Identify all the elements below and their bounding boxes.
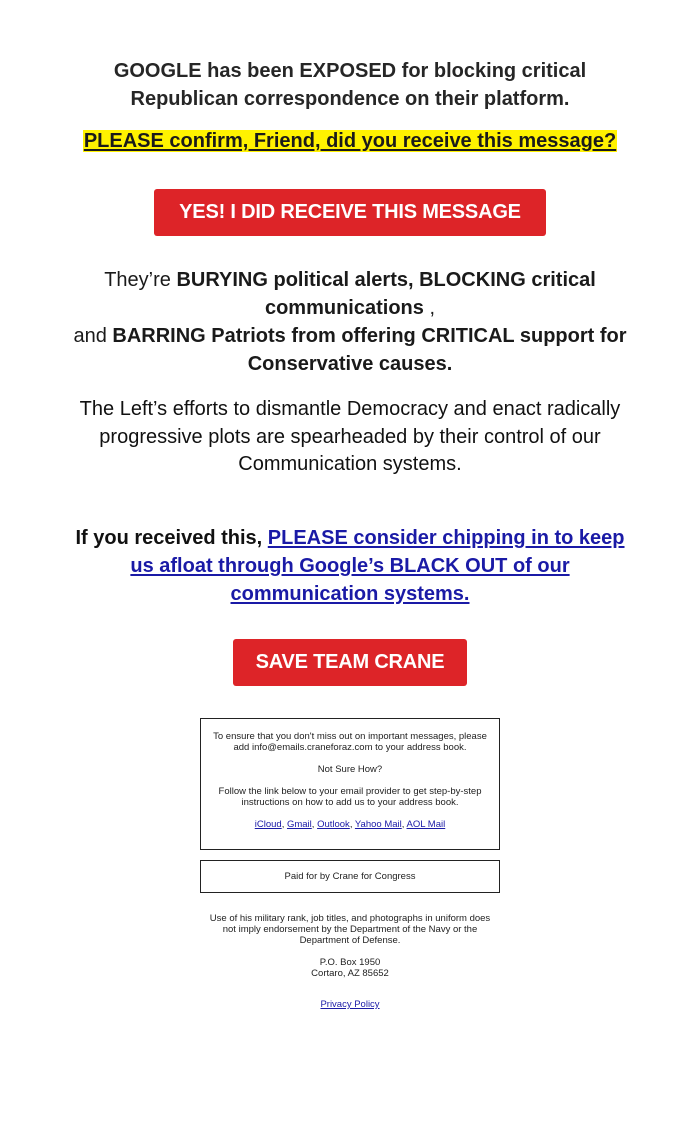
yes-received-button[interactable]: YES! I DID RECEIVE THIS MESSAGE: [154, 189, 546, 236]
separator: ,: [281, 819, 287, 830]
paid-for-box: [200, 860, 500, 893]
separator: ,: [311, 819, 318, 830]
provider-links: [213, 819, 487, 830]
address-book-info-box: [200, 718, 500, 850]
blocking-bold: BLOCKING: [419, 269, 526, 291]
address-line-1: P.O. Box 1950: [319, 957, 381, 968]
burying-bold: BURYING: [176, 269, 268, 291]
save-team-crane-button[interactable]: SAVE TEAM CRANE: [233, 639, 467, 686]
burying-bold: support for Conservative causes.: [247, 325, 627, 375]
headline-exposed: EXPOSED: [299, 60, 397, 82]
follow-text: Follow the link below to your email provider to get step-by-step instructions on how to add us to your address book.: [218, 786, 482, 808]
burying-text: and: [73, 325, 113, 347]
burying-text: They’re: [104, 269, 177, 291]
privacy-policy-container: [250, 999, 450, 1010]
address-line-2: Cortaro, AZ 85652: [311, 968, 389, 979]
privacy-policy-link[interactable]: Privacy Policy: [320, 999, 380, 1010]
headline-text-rest: for blocking critical Republican correspondence on their platform.: [130, 60, 587, 110]
military-disclaimer: Use of his military rank, job titles, and photographs in uniform does not imply endorsement by the Department of the Navy or the Department of Defense.: [209, 913, 491, 946]
provider-link-icloud[interactable]: iCloud: [254, 819, 282, 830]
chip-in-lead: If you received this,: [75, 527, 268, 549]
paid-for-text: Paid for by Crane for Congress: [284, 871, 416, 882]
burying-bold: critical communications: [264, 269, 596, 319]
confirm-prompt-line: [60, 128, 640, 154]
not-sure-text: Not Sure How?: [317, 764, 383, 775]
critical-bold: CRITICAL: [421, 325, 515, 347]
confirm-prompt: PLEASE confirm, Friend, did you receive this message?: [83, 130, 617, 152]
separator: ,: [401, 819, 407, 830]
provider-link-gmail[interactable]: Gmail: [286, 819, 312, 830]
chip-in-paragraph: [70, 524, 630, 608]
mailing-address: [250, 957, 450, 979]
burying-paragraph: [70, 266, 630, 378]
separator: ,: [349, 819, 355, 830]
headline-text: has been: [201, 60, 300, 82]
ensure-text: To ensure that you don't miss out on important messages, please add info@emails.craneforaz.com to your address book.: [213, 731, 487, 753]
burying-bold: Patriots from offering: [205, 325, 422, 347]
headline-google: GOOGLE: [113, 60, 202, 82]
burying-bold: political alerts,: [267, 269, 420, 291]
provider-link-yahoo[interactable]: Yahoo Mail: [354, 819, 402, 830]
provider-link-outlook[interactable]: Outlook: [317, 819, 350, 830]
left-efforts-paragraph: The Left’s efforts to dismantle Democracy and enact radically progressive plots are spearheaded by their control of our Communication systems.: [79, 398, 621, 475]
burying-text: ,: [423, 297, 436, 319]
chip-in-link[interactable]: PLEASE consider chipping in to keep us afloat through Google’s BLACK OUT of our communication systems.: [130, 527, 625, 605]
headline: [75, 57, 625, 113]
barring-bold: BARRING: [112, 325, 206, 347]
provider-link-aol[interactable]: AOL Mail: [406, 819, 446, 830]
